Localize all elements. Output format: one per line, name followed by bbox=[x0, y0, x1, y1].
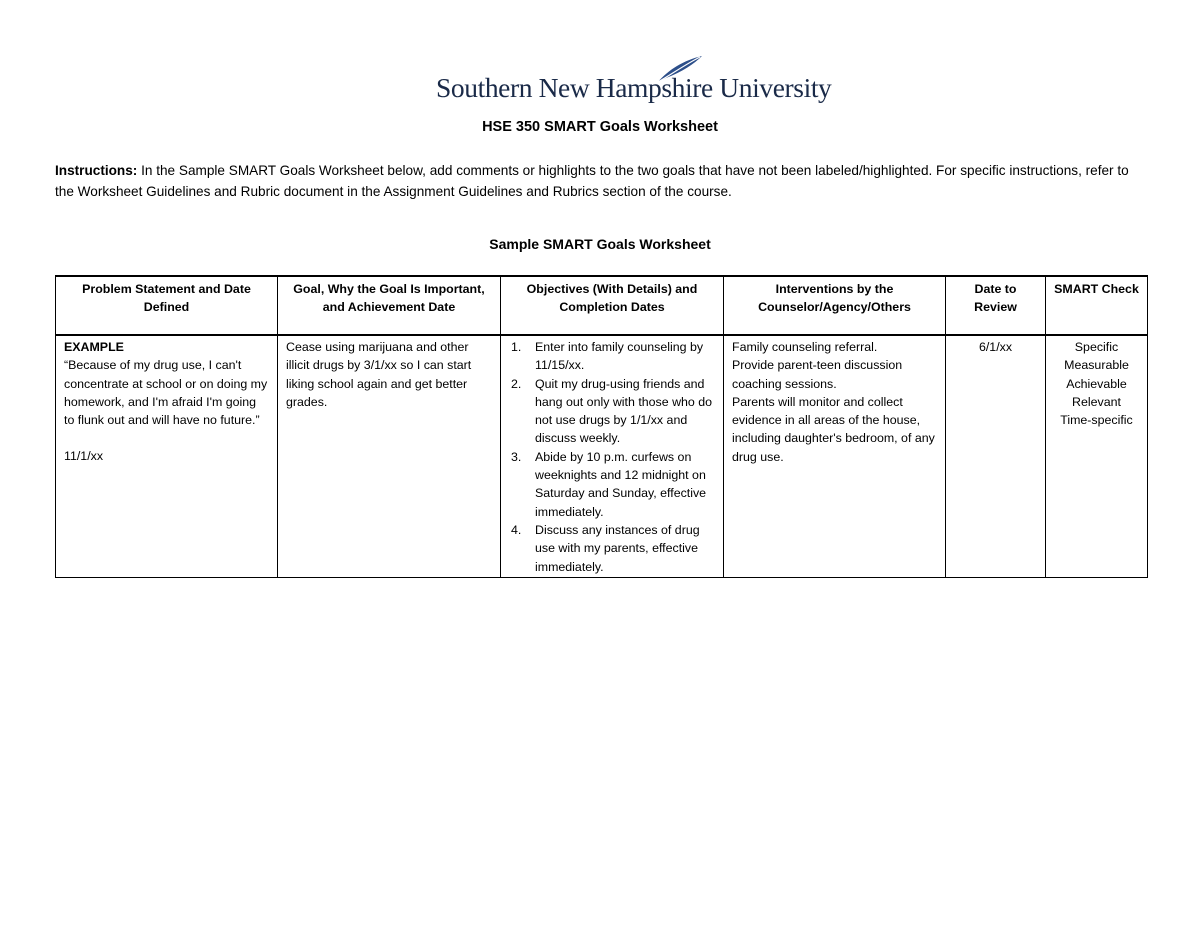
review-date: 6/1/xx bbox=[978, 340, 1013, 354]
university-name: Southern New Hampshire University bbox=[436, 72, 832, 103]
document-title: HSE 350 SMART Goals Worksheet bbox=[482, 119, 718, 135]
smart-check-item: Relevant bbox=[1072, 394, 1121, 409]
smart-check-item: Time-specific bbox=[1060, 413, 1133, 428]
header-interventions: Interventions by the Counselor/Agency/Others bbox=[724, 276, 946, 335]
smart-check-cell bbox=[1046, 335, 1148, 577]
example-label: EXAMPLE bbox=[64, 340, 124, 354]
list-item: 1. Enter into family counseling by 11/15/xx. bbox=[511, 340, 704, 373]
goal-cell bbox=[278, 335, 501, 577]
objectives-list bbox=[509, 338, 715, 576]
smart-check-item: Achievable bbox=[1066, 376, 1127, 391]
objectives-cell bbox=[501, 335, 724, 577]
header-goal: Goal, Why the Goal Is Important, and Achievement Date bbox=[278, 276, 501, 335]
table-row bbox=[56, 335, 1148, 577]
sample-worksheet-title: Sample SMART Goals Worksheet bbox=[489, 236, 711, 252]
intervention-item: Parents will monitor and collect evidence in all areas of the house, including daughter's bedroom, of any drug use. bbox=[732, 394, 935, 464]
problem-statement-cell bbox=[56, 335, 278, 577]
smart-check-item: Specific bbox=[1074, 340, 1119, 354]
header-objectives: Objectives (With Details) and Completion Dates bbox=[501, 276, 724, 335]
interventions-cell bbox=[724, 335, 946, 577]
smart-check-item: Measurable bbox=[1064, 358, 1129, 373]
instructions-text: In the Sample SMART Goals Worksheet below, add comments or highlights to the two goals that have not been labeled/highlighted. For specific instructions, refer to the Worksheet Guidelines and Rubric document in the Assignment Guidelines and Rubrics section of the course. bbox=[55, 163, 1129, 199]
list-item: 4. Discuss any instances of drug use with my parents, effective immediately. bbox=[511, 522, 700, 574]
problem-statement-text: “Because of my drug use, I can't concentrate at school or on doing my homework, and I'm afraid I'm going to flunk out and will have no future.” bbox=[64, 358, 268, 428]
list-item: 2. Quit my drug-using friends and hang out only with those who do not use drugs by 1/1/xx and discuss weekly. bbox=[511, 376, 713, 446]
header-smart-check: SMART Check bbox=[1046, 276, 1148, 335]
intervention-item: Provide parent-teen discussion coaching sessions. bbox=[732, 358, 903, 391]
instructions-label: Instructions: bbox=[55, 163, 138, 178]
university-logo bbox=[436, 54, 832, 106]
table-header-row bbox=[56, 276, 1148, 335]
goal-text: Cease using marijuana and other illicit drugs by 3/1/xx so I can start liking school again and get better grades. bbox=[286, 340, 472, 409]
problem-date: 11/1/xx bbox=[64, 449, 104, 464]
list-item: 3. Abide by 10 p.m. curfews on weeknights and 12 midnight on Saturday and Sunday, effective immediately. bbox=[511, 449, 707, 519]
instructions-paragraph bbox=[55, 160, 1145, 202]
header-date-to-review: Date to Review bbox=[946, 276, 1046, 335]
intervention-item: Family counseling referral. bbox=[732, 340, 878, 354]
review-date-cell bbox=[946, 335, 1046, 577]
smart-goals-table bbox=[55, 275, 1148, 578]
header-problem-statement: Problem Statement and Date Defined bbox=[56, 276, 278, 335]
